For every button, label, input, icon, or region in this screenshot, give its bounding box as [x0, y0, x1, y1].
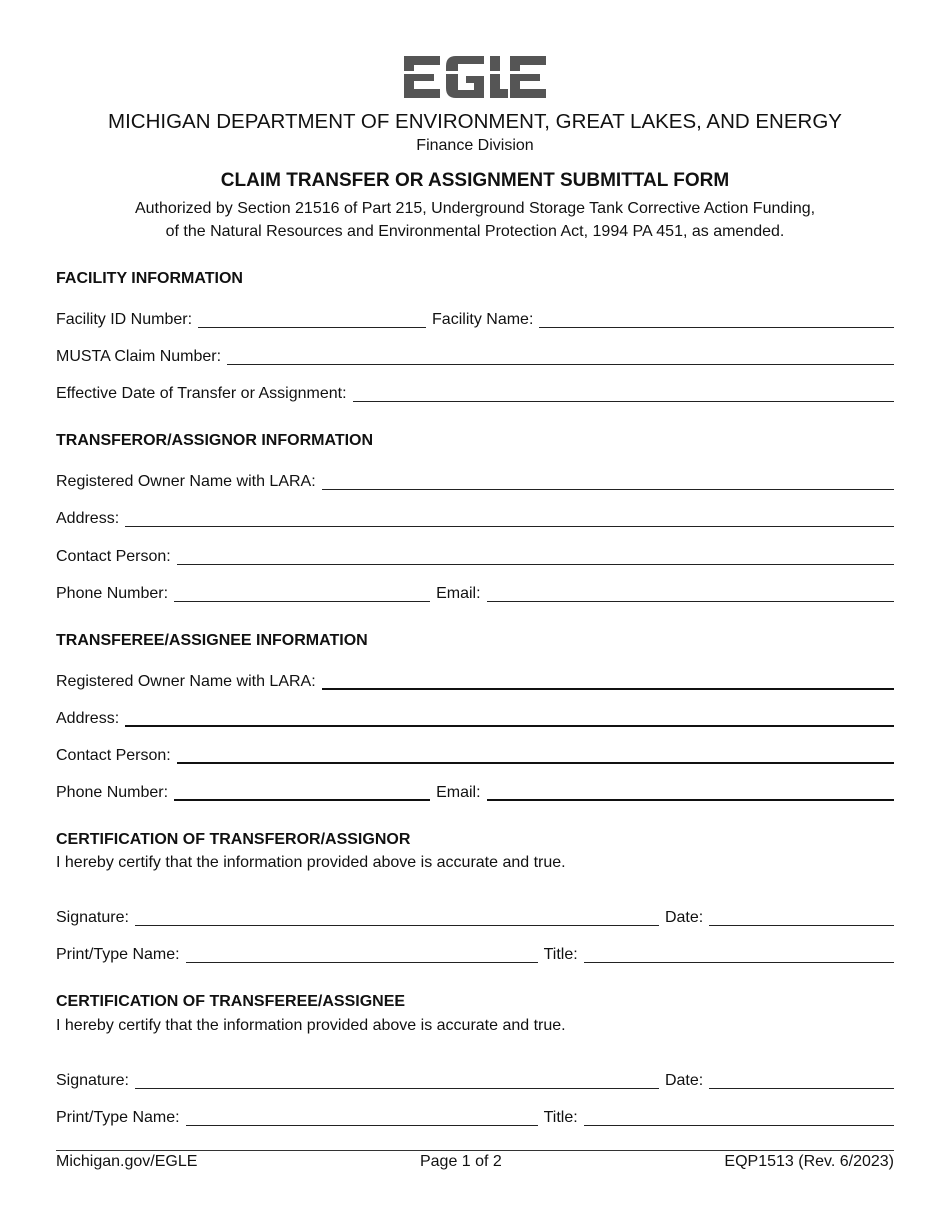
musta-claim-label: MUSTA Claim Number: [56, 348, 222, 365]
egle-logo [0, 52, 950, 102]
transferee-phone-row [56, 779, 894, 803]
transferee-section-heading: TRANSFEREE/ASSIGNEE INFORMATION [56, 632, 368, 649]
cert-transferee-name-row [56, 1104, 894, 1128]
cert-transferor-date-field[interactable] [709, 905, 894, 926]
transferee-owner-field[interactable] [322, 668, 894, 690]
transferor-contact-field[interactable] [177, 544, 894, 565]
authority-line-2: of the Natural Resources and Environmental Protection Act, 1994 PA 451, as amended. [165, 223, 785, 240]
cert-transferee-title-label: Title: [543, 1109, 578, 1126]
cert-transferee-heading: CERTIFICATION OF TRANSFEREE/ASSIGNEE [56, 993, 406, 1010]
effective-date-field[interactable] [353, 381, 894, 402]
facility-name-label: Facility Name: [432, 311, 534, 328]
cert-transferee-signature-row [56, 1067, 894, 1091]
cert-transferor-title-field[interactable] [584, 942, 894, 963]
footer-form-number: EQP1513 (Rev. 6/2023) [724, 1153, 894, 1170]
agency-name: MICHIGAN DEPARTMENT OF ENVIRONMENT, GREAT LAKES, AND ENERGY [108, 110, 842, 133]
effective-date-row [56, 380, 894, 404]
facility-name-field[interactable] [539, 307, 894, 328]
cert-transferor-name-row [56, 941, 894, 965]
cert-transferor-date-label: Date: [664, 909, 704, 926]
footer-website: Michigan.gov/EGLE [56, 1153, 198, 1170]
musta-row [56, 343, 894, 367]
transferee-email-label: Email: [436, 784, 481, 801]
cert-transferor-heading: CERTIFICATION OF TRANSFEROR/ASSIGNOR [56, 831, 411, 848]
transferor-contact-label: Contact Person: [56, 548, 171, 565]
cert-transferee-print-name-label: Print/Type Name: [56, 1109, 180, 1126]
cert-transferee-signature-field[interactable] [135, 1068, 659, 1089]
facility-id-field[interactable] [198, 307, 426, 328]
transferor-address-row [56, 505, 894, 529]
transferee-address-row [56, 705, 894, 729]
transferor-email-field[interactable] [487, 581, 894, 602]
transferor-owner-field[interactable] [322, 469, 894, 490]
cert-transferor-signature-field[interactable] [135, 905, 659, 926]
effective-date-label: Effective Date of Transfer or Assignment: [56, 385, 347, 402]
transferee-contact-label: Contact Person: [56, 747, 171, 764]
transferor-email-label: Email: [436, 585, 481, 602]
cert-transferor-signature-row [56, 904, 894, 928]
cert-transferee-date-label: Date: [664, 1072, 704, 1089]
cert-transferor-print-name-field[interactable] [186, 942, 538, 963]
facility-id-row [56, 306, 894, 330]
transferee-owner-row [56, 668, 894, 692]
transferee-owner-label: Registered Owner Name with LARA: [56, 673, 316, 690]
musta-claim-field[interactable] [227, 344, 894, 365]
footer-page-number: Page 1 of 2 [419, 1153, 502, 1170]
transferor-address-field[interactable] [125, 506, 894, 527]
transferor-owner-label: Registered Owner Name with LARA: [56, 473, 316, 490]
transferor-contact-row [56, 543, 894, 567]
cert-transferee-date-field[interactable] [709, 1068, 894, 1089]
transferor-address-label: Address: [56, 510, 120, 527]
transferee-address-field[interactable] [125, 705, 894, 727]
division-name: Finance Division [416, 137, 534, 154]
page-footer [56, 1153, 894, 1173]
transferee-phone-label: Phone Number: [56, 784, 169, 801]
transferee-address-label: Address: [56, 710, 120, 727]
footer-divider [56, 1150, 894, 1151]
cert-transferee-title-field[interactable] [584, 1105, 894, 1126]
facility-id-label: Facility ID Number: [56, 311, 193, 328]
cert-transferor-statement: I hereby certify that the information provided above is accurate and true. [56, 854, 566, 871]
transferor-phone-field[interactable] [174, 581, 430, 602]
cert-transferee-print-name-field[interactable] [186, 1105, 538, 1126]
cert-transferor-signature-label: Signature: [56, 909, 129, 926]
cert-transferor-title-label: Title: [543, 946, 578, 963]
authority-statement [0, 197, 950, 243]
transferor-phone-label: Phone Number: [56, 585, 169, 602]
cert-transferor-print-name-label: Print/Type Name: [56, 946, 180, 963]
cert-transferee-statement: I hereby certify that the information provided above is accurate and true. [56, 1017, 566, 1034]
form-title: CLAIM TRANSFER OR ASSIGNMENT SUBMITTAL FORM [220, 170, 730, 191]
authority-line-1: Authorized by Section 21516 of Part 215, Underground Storage Tank Corrective Action Funding, [134, 200, 816, 217]
transferor-phone-row [56, 580, 894, 604]
transferee-contact-row [56, 742, 894, 766]
transferee-email-field[interactable] [487, 779, 894, 801]
transferor-owner-row [56, 468, 894, 492]
transferee-phone-field[interactable] [174, 779, 430, 801]
transferee-contact-field[interactable] [177, 742, 894, 764]
cert-transferee-signature-label: Signature: [56, 1072, 129, 1089]
transferor-section-heading: TRANSFEROR/ASSIGNOR INFORMATION [56, 432, 374, 449]
facility-section-heading: FACILITY INFORMATION [56, 270, 243, 287]
